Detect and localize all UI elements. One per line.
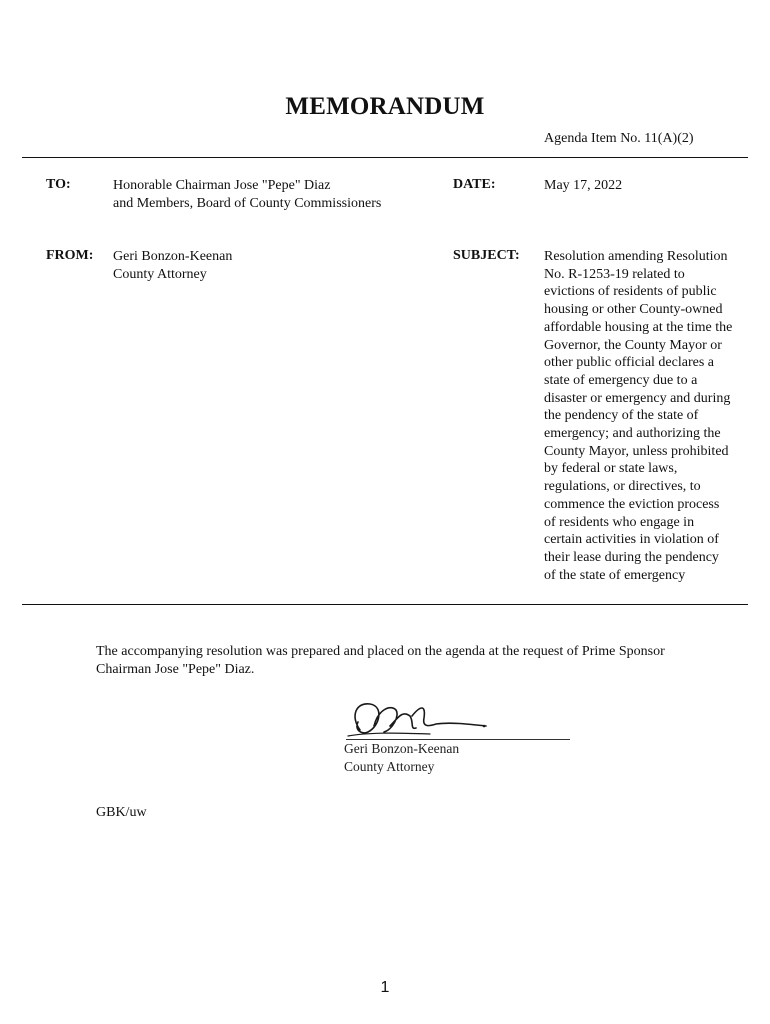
signatory-name: Geri Bonzon-Keenan [344,741,460,756]
subject-label: SUBJECT: [453,248,520,263]
date-value: May 17, 2022 [544,178,623,193]
subject-line: affordable housing at the time the [544,319,733,335]
signature-line [346,739,570,740]
subject-line: state of emergency due to a [544,372,698,388]
subject-line: No. R-1253-19 related to [544,266,685,282]
subject-line: County Mayor, unless prohibited [544,443,729,459]
subject-line: of residents who engage in [544,514,695,530]
signatory-title: County Attorney [344,759,435,774]
from-value [113,248,232,283]
subject-line: disaster or emergency and during [544,390,731,406]
subject-line: regulations, or directives, to [544,479,701,495]
to-value [113,177,381,212]
subject-line: Resolution amending Resolution [544,249,728,264]
body-line: Chairman Jose "Pepe" Diaz. [96,662,255,677]
header-bottom-rule [22,604,748,605]
from-line: County Attorney [113,266,207,282]
subject-line: by federal or state laws, [544,461,678,477]
memo-title: MEMORANDUM [285,93,485,120]
subject-line: Governor, the County Mayor or [544,337,722,353]
subject-line: their lease during the pendency [544,549,719,565]
from-label: FROM: [46,248,94,263]
date-label: DATE: [453,177,496,192]
body-paragraph [96,643,665,679]
signature-block [340,696,580,786]
subject-value [544,248,732,584]
subject-line: of the state of emergency [544,567,686,583]
header-top-rule [22,157,748,158]
to-line: Honorable Chairman Jose "Pepe" Diaz [113,178,331,193]
subject-line: evictions of residents of public [544,284,717,300]
body-line: The accompanying resolution was prepared and placed on the agenda at the request of Prime Sponsor [96,644,665,659]
subject-line: housing or other County-owned [544,302,723,318]
to-label: TO: [46,177,71,192]
agenda-item-number: Agenda Item No. 11(A)(2) [544,131,694,146]
to-line: and Members, Board of County Commissioners [113,195,382,211]
page-number: 1 [380,979,390,996]
subject-line: certain activities in violation of [544,532,719,548]
subject-line: emergency; and authorizing the [544,426,721,442]
subject-line: other public official declares a [544,355,714,371]
from-line: Geri Bonzon-Keenan [113,249,233,264]
subject-line: commence the eviction process [544,496,720,512]
author-initials: GBK/uw [96,805,147,820]
subject-line: the pendency of the state of [544,408,699,424]
